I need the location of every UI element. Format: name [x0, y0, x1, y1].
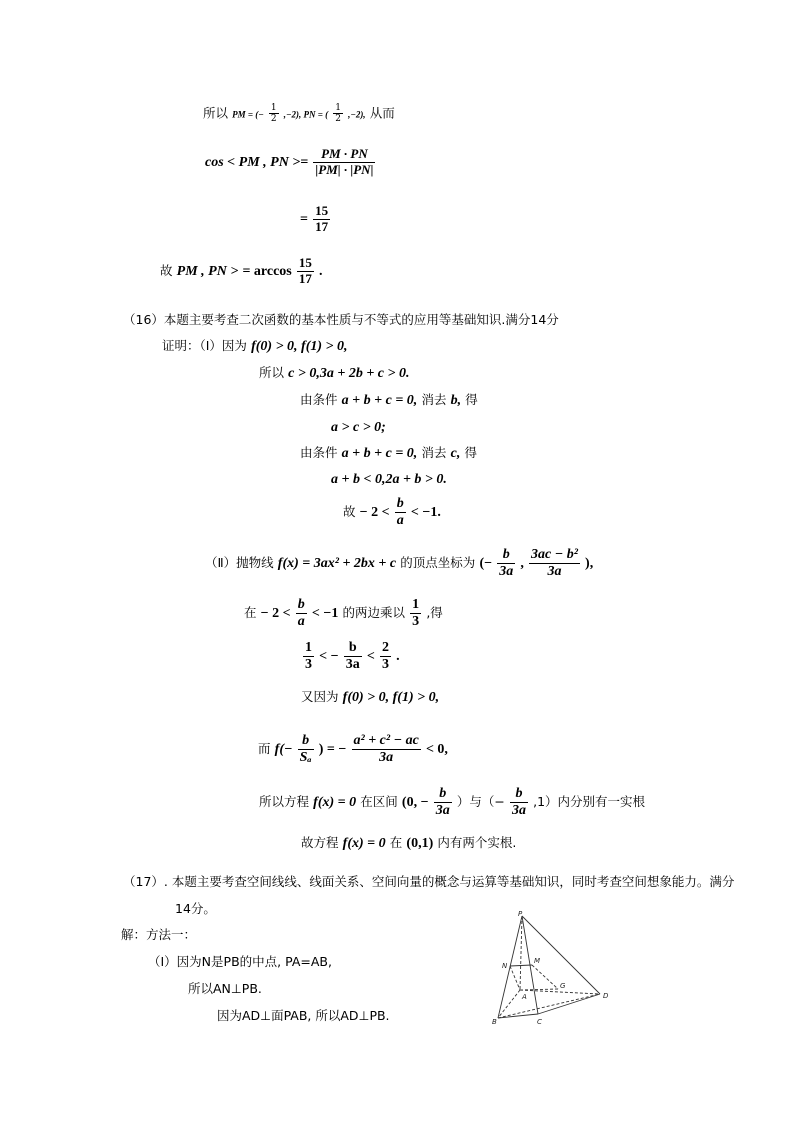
- diagonal-bd: [498, 994, 600, 1018]
- p15-value-frac: $\frac{15}{17}$: [315, 203, 329, 234]
- p16-l3-mid: 消去: [421, 392, 447, 407]
- p16-ii5-eq: ) = −: [318, 742, 347, 758]
- p16-ii2-frac2: $\frac{1}{3}$: [412, 597, 420, 630]
- label-m: M: [534, 957, 541, 965]
- p15-l1-suffix: 从而: [369, 105, 395, 121]
- label-c: C: [537, 1018, 542, 1026]
- segment-nm: [510, 965, 532, 966]
- p16-ii3-end: .: [396, 649, 400, 665]
- p16-line6: a + b < 0,2a + b > 0.: [331, 472, 447, 487]
- p16-ii3-frac2: $\frac{b}{3a}$: [345, 640, 360, 673]
- p15-value-line: [300, 204, 331, 235]
- p17-part-i-2: 所以AN⊥PB.: [188, 981, 262, 996]
- p16-l2-prefix: 所以: [259, 365, 285, 380]
- p16-l7-right: < −1.: [410, 505, 441, 521]
- p17-part-i-3: 因为AD⊥面PAB, 所以AD⊥PB.: [217, 1008, 390, 1023]
- p16-ii-line5: [258, 733, 448, 766]
- pyramid-figure: [492, 910, 622, 1030]
- p16-ii2-mid: 的两边乘以: [342, 605, 406, 621]
- p16-l1-label: 证明：（Ⅰ）因为: [162, 338, 247, 353]
- p16-ii6-frac1: $\frac{b}{3a}$: [435, 786, 450, 819]
- label-g: G: [560, 982, 566, 990]
- p16-ii-close: ),: [585, 556, 594, 572]
- p16-ii2-left: − 2 <: [260, 606, 291, 622]
- label-b: B: [492, 1018, 497, 1026]
- p15-eq: =: [300, 211, 308, 227]
- edge-pa: [520, 916, 522, 990]
- p16-ii7-int: (0,1): [406, 836, 434, 851]
- p16-line7: [343, 496, 441, 529]
- p16-ii-frac2: $\frac{\text{3ac − b²}}{3a}$: [531, 547, 578, 580]
- p15-l1-frac2: $\frac{1}{2}$: [335, 103, 341, 125]
- p16-ii4-math: f(0) > 0, f(1) > 0,: [342, 690, 440, 705]
- p16-ii7-prefix: 故方程: [301, 835, 339, 850]
- p16-l5-end: 得: [464, 445, 477, 460]
- edge-cd: [538, 994, 600, 1014]
- p16-ii-line1: [205, 547, 593, 580]
- p16-ii6-int2: ,1）内分别有一实根: [533, 794, 646, 810]
- p16-ii-sep: ,: [520, 556, 524, 572]
- p16-ii6-int1: (0, −: [401, 795, 429, 811]
- p16-l3-math: a + b + c = 0,: [341, 393, 418, 408]
- p16-ii5-f: f(−: [274, 742, 293, 758]
- p15-conc-angle: PM , PN >: [176, 263, 239, 279]
- p16-ii-label: （Ⅱ）抛物线: [205, 555, 274, 571]
- p16-ii-line6: [259, 786, 645, 819]
- p16-ii2-end: ,得: [426, 605, 443, 621]
- p15-l1-frac1: $\frac{1}{2}$: [270, 103, 277, 125]
- p16-ii6-and: ）与（−: [456, 794, 505, 810]
- p16-l7-prefix: 故: [343, 504, 356, 520]
- p16-l3-prefix: 由条件: [300, 392, 338, 407]
- p17-header-line2: 14分。: [175, 901, 216, 916]
- label-a: A: [522, 993, 527, 1001]
- p15-l1-pn-end: ,−2),: [348, 109, 366, 120]
- p15-conclusion: [160, 256, 323, 287]
- p16-ii3-lt: <: [366, 649, 375, 665]
- p17-header-line1: （17）. 本题主要考查空间线线、线面关系、空间向量的概念与运算等基础知识，同时考查空间想象能力。满分: [123, 874, 735, 889]
- segment-an: [510, 966, 520, 990]
- p16-ii-line4: [301, 691, 439, 705]
- p16-l5-math: a + b + c = 0,: [341, 446, 418, 461]
- p16-ii5-prefix: 而: [258, 741, 271, 757]
- segment-mg: [532, 965, 558, 989]
- p16-l7-left: − 2 <: [359, 505, 390, 521]
- p16-ii2-prefix: 在: [244, 605, 257, 621]
- p16-header: （16）本题主要考查二次函数的基本性质与不等式的应用等基础知识.满分14分: [123, 312, 559, 327]
- edge-bc: [498, 1014, 538, 1018]
- p16-ii3-mid: < −: [319, 649, 339, 665]
- p15-cos-lhs: cos < PM , PN >=: [205, 154, 309, 170]
- p16-ii2-right: < −1: [311, 606, 339, 622]
- p16-ii5-frac2: $\frac{\text{a² + c² − ac}}{3a}$: [353, 733, 419, 766]
- p16-ii-line7: [301, 837, 516, 851]
- p16-l5-prefix: 由条件: [300, 445, 338, 460]
- p16-line5: [300, 447, 477, 461]
- p17-part-i: （Ⅰ）因为N是PB的中点, PA=AB,: [148, 954, 332, 969]
- p15-conc-prefix: 故: [160, 262, 173, 278]
- p16-ii5-end: < 0,: [425, 742, 448, 758]
- p16-ii4-prefix: 又因为: [301, 689, 339, 704]
- p16-ii-mid: 的顶点坐标为: [400, 555, 476, 571]
- p16-ii2-frac: $\frac{b}{a}$: [297, 597, 305, 630]
- p15-l1-pm: PM = (−: [232, 109, 264, 120]
- p15-conc-frac: $\frac{15}{17}$: [298, 255, 312, 286]
- p17-solution-label: 解：方法一：: [121, 927, 197, 942]
- p16-ii7-math: f(x) = 0: [342, 836, 386, 851]
- p16-ii3-frac3: $\frac{2}{3}$: [382, 640, 390, 673]
- edge-ad: [520, 990, 600, 994]
- p16-ii3-frac1: $\frac{1}{3}$: [305, 640, 312, 673]
- p16-l5-mid: 消去: [421, 445, 447, 460]
- p16-ii7-mid: 在: [389, 835, 403, 850]
- label-n: N: [502, 962, 508, 970]
- p16-l7-frac: $\frac{b}{a}$: [396, 496, 404, 529]
- label-d: D: [603, 992, 609, 1000]
- p15-cos-frac: $\frac{PM \cdot PN}{|PM| \cdot |PN|}$: [315, 146, 374, 177]
- p16-ii6-frac2: $\frac{b}{3a}$: [511, 786, 526, 819]
- p16-line2: [259, 367, 410, 381]
- p16-line4: a > c > 0;: [331, 420, 386, 435]
- p16-ii-line3: [302, 640, 400, 673]
- p16-ii-func: f(x) = 3ax² + 2bx + c: [277, 556, 397, 572]
- p16-l3-var: b,: [450, 393, 462, 408]
- p16-l5-var: c,: [450, 446, 461, 461]
- segment-ag: [520, 989, 558, 990]
- p16-line3: [300, 394, 478, 408]
- p16-ii-line2: [244, 597, 443, 630]
- p15-conc-eq: = arccos: [242, 263, 292, 279]
- p15-line1: [203, 103, 395, 125]
- p16-l3-end: 得: [465, 392, 478, 407]
- p16-ii7-end: 内有两个实根.: [437, 835, 517, 850]
- p16-ii5-frac1: $\frac{b}{\text{Sₐ}}$: [299, 733, 312, 766]
- p16-ii6-math: f(x) = 0: [313, 795, 357, 811]
- p16-ii6-mid: 在区间: [360, 794, 398, 810]
- p16-l2-math: c > 0,3a + 2b + c > 0.: [288, 366, 410, 381]
- p16-line1: [162, 340, 348, 354]
- label-p: P: [518, 910, 523, 918]
- p16-ii-open: (−: [479, 556, 493, 572]
- p16-ii-frac1: $\frac{b}{3a}$: [499, 547, 514, 580]
- p15-cos-line: [205, 147, 376, 178]
- p16-ii6-prefix: 所以方程: [259, 794, 310, 810]
- p15-l1-prefix: 所以: [203, 105, 229, 121]
- p16-l1-math: f(0) > 0, f(1) > 0,: [251, 339, 348, 354]
- p15-l1-pn: ,−2), PN = (: [283, 109, 329, 120]
- p15-conc-end: .: [319, 263, 323, 279]
